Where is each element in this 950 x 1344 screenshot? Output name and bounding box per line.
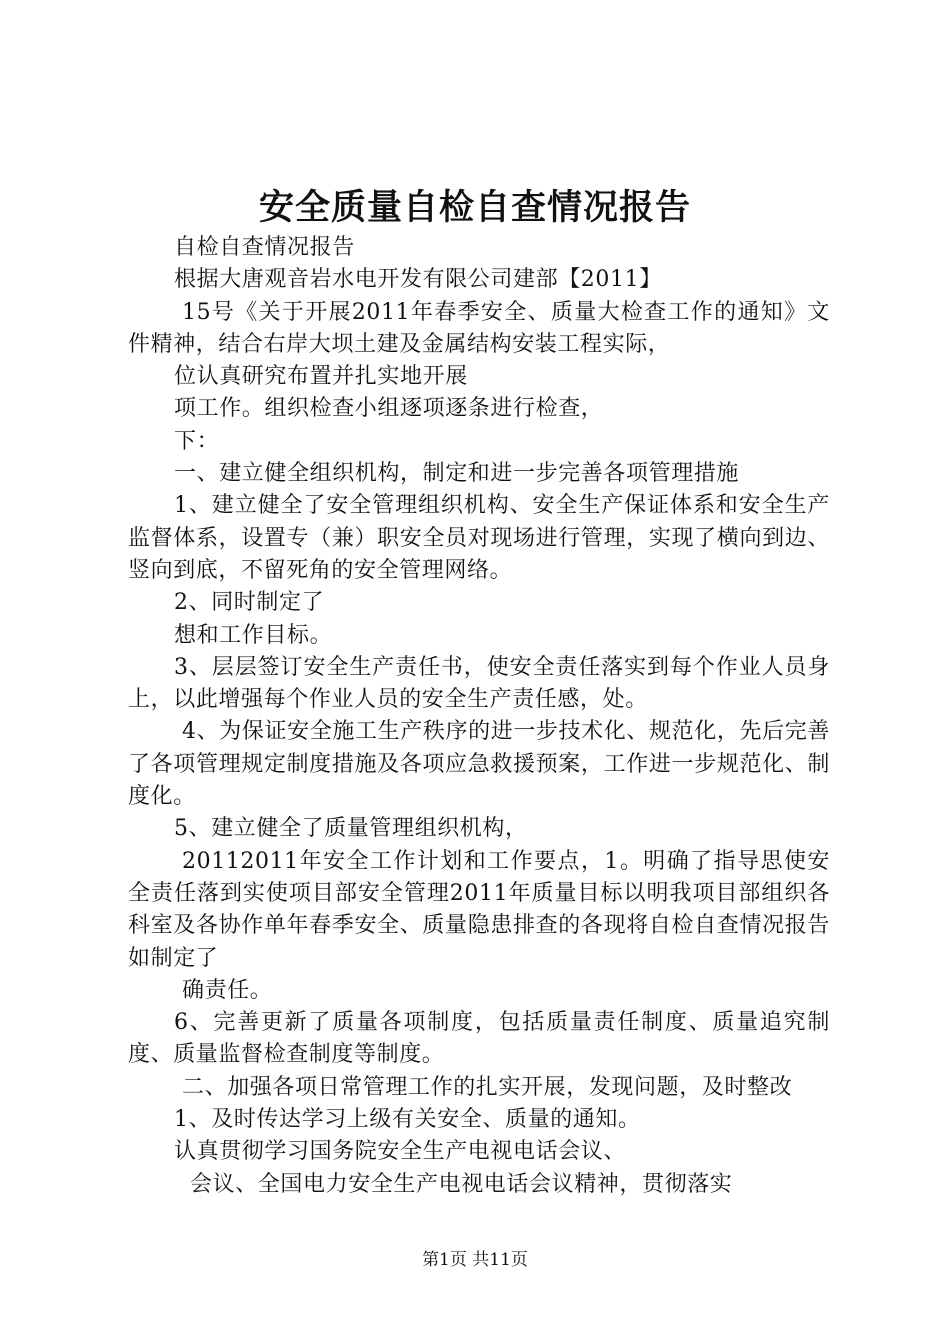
paragraph: 3、层层签订安全生产责任书，使安全责任落实到每个作业人员身上，以此增强每个作业人员的安全生产责任感，处。	[128, 654, 830, 713]
page-footer: 第1页 共11页	[422, 1250, 528, 1270]
paragraph: 1、建立健全了安全管理组织机构、安全生产保证体系和安全生产监督体系，设置专（兼）职安全员对现场进行管理，实现了横向到边、竖向到底，不留死角的安全管理网络。	[128, 493, 830, 583]
paragraph: 1、及时传达学习上级有关安全、质量的通知。	[174, 1107, 641, 1133]
paragraph: 20112011年安全工作计划和工作要点，1。明确了指导思使安全责任落到实使项目部安全管理2011年质量目标以明我项目部组织各科室及各协作单年春季安全、质量隐患排查的各现将自检自查情况报告如制定了	[128, 848, 830, 971]
paragraph: 确责任。	[182, 977, 273, 1003]
paragraph: 自检自查情况报告	[174, 235, 355, 260]
paragraph: 想和工作目标。	[174, 622, 333, 648]
paragraph: 项工作。组织检查小组逐项逐条进行检查，	[174, 396, 604, 422]
paragraph: 5、建立健全了质量管理组织机构，	[174, 816, 528, 842]
paragraph: 位认真研究布置并扎实地开展	[174, 364, 468, 390]
document-body	[128, 232, 830, 1201]
paragraph: 下：	[174, 428, 220, 454]
paragraph: 认真贯彻学习国务院安全生产电视电话会议、	[174, 1139, 627, 1165]
paragraph: 2、同时制定了	[174, 590, 325, 616]
section-heading: 一、建立健全组织机构，制定和进一步完善各项管理措施	[174, 461, 740, 487]
paragraph: 6、完善更新了质量各项制度，包括质量责任制度、质量追究制度、质量监督检查制度等制度。	[128, 1010, 830, 1068]
paragraph: 根据大唐观音岩水电开发有限公司建部【2011】	[174, 267, 662, 293]
paragraph: 15号《关于开展2011年春季安全、质量大检查工作的通知》文件精神，结合右岸大坝土建及金属结构安装工程实际，	[128, 299, 830, 357]
section-heading: 二、加强各项日常管理工作的扎实开展，发现问题，及时整改	[182, 1074, 793, 1100]
document-title: 安全质量自检自查情况报告	[258, 187, 691, 228]
paragraph: 会议、全国电力安全生产电视电话会议精神，贯彻落实	[190, 1171, 733, 1197]
paragraph: 4、为保证安全施工生产秩序的进一步技术化、规范化，先后完善了各项管理规定制度措施及各项应急救援预案，工作进一步规范化、制度化。	[128, 719, 830, 810]
